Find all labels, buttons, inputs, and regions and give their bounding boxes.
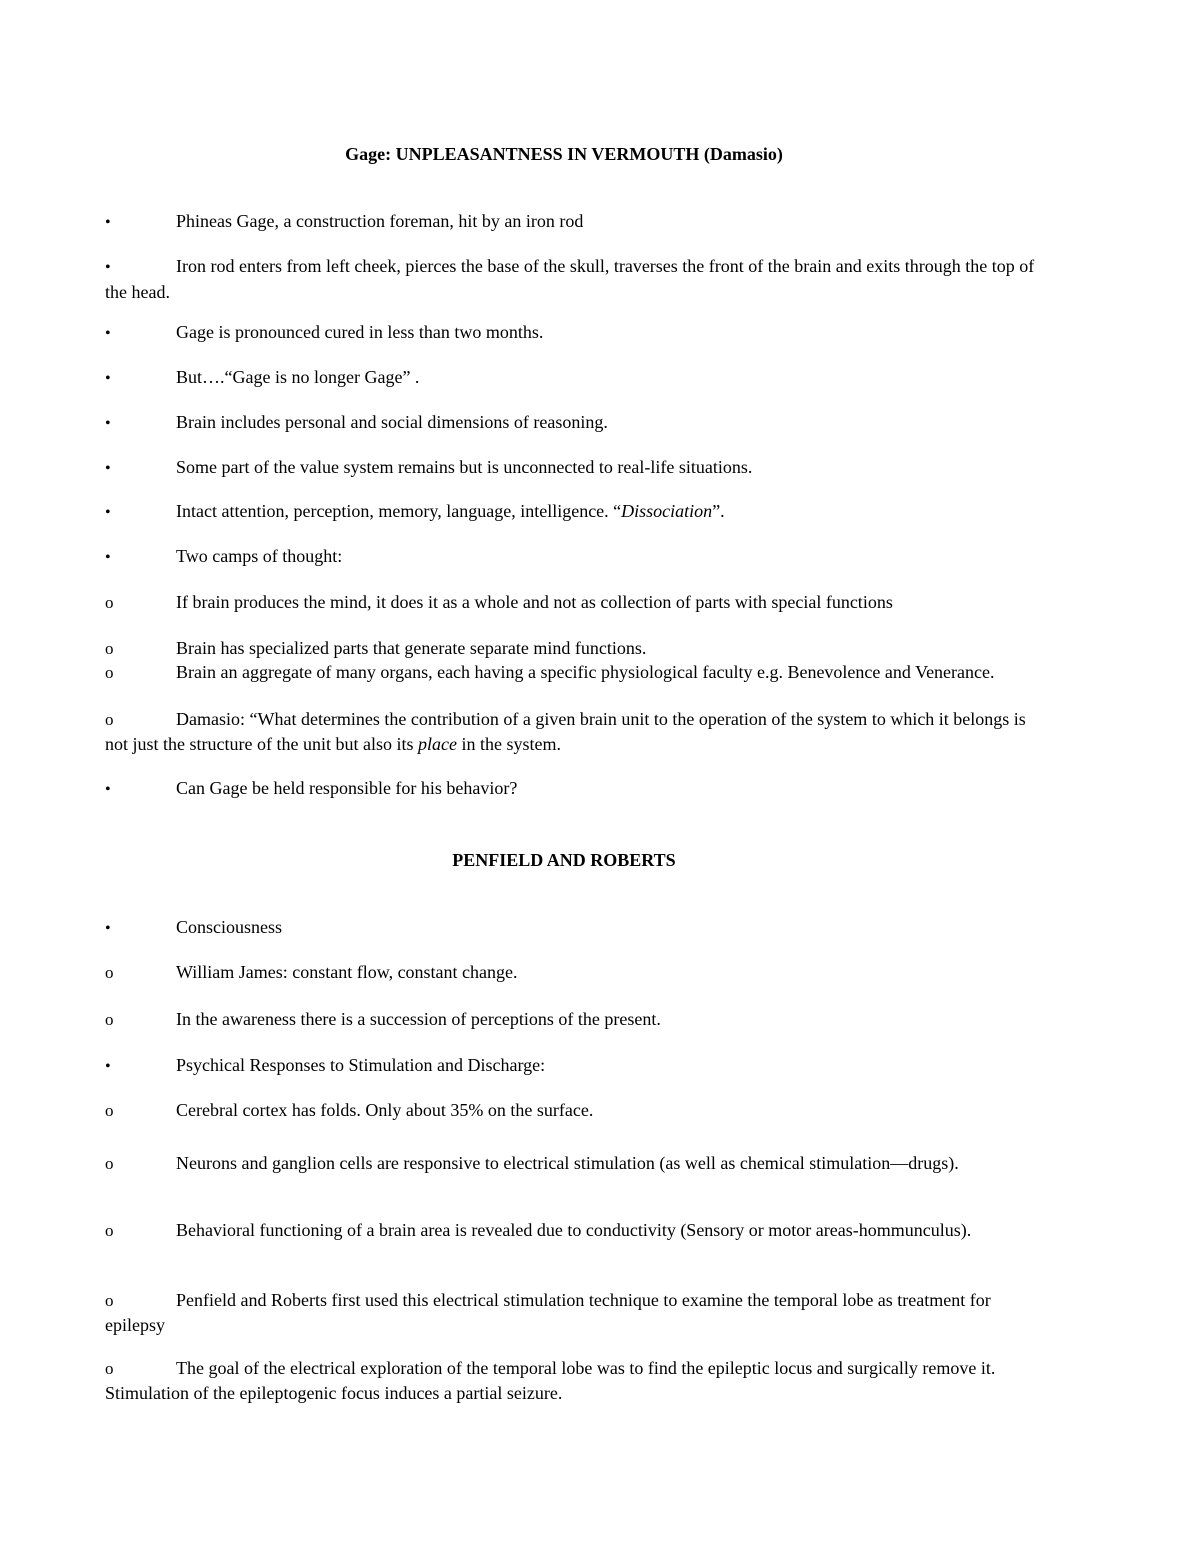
- list-item-text: But….“Gage is no longer Gage” .: [176, 367, 420, 387]
- sub-bullet-marker: o: [105, 593, 114, 612]
- bullet-marker: •: [105, 415, 111, 432]
- bullet-marker: •: [105, 259, 111, 276]
- list-item-text: Iron rod enters from left cheek, pierces the base of the skull, traverses the front of the brain and exits through the top of the head.: [105, 256, 1035, 302]
- bullet-marker: •: [105, 460, 111, 477]
- section-title-penfield: PENFIELD AND ROBERTS: [452, 850, 676, 870]
- list-item: [105, 410, 1035, 436]
- list-item-text: Can Gage be held responsible for his behavior?: [176, 778, 518, 798]
- sub-bullet-marker: o: [105, 710, 114, 729]
- sub-bullet-marker: o: [105, 1101, 114, 1120]
- list-item-text: Brain includes personal and social dimensions of reasoning.: [176, 412, 608, 432]
- list-item-text: ”.: [712, 501, 725, 521]
- sub-bullet-marker: o: [105, 1010, 114, 1029]
- bullet-marker: •: [105, 1058, 111, 1075]
- list-item-text: Psychical Responses to Stimulation and Discharge:: [176, 1055, 546, 1075]
- list-item-text: Gage is pronounced cured in less than two months.: [176, 322, 544, 342]
- list-item-text: Some part of the value system remains but is unconnected to real-life situations.: [176, 457, 753, 477]
- list-item: [105, 1098, 1035, 1123]
- list-item: [105, 365, 1035, 391]
- list-item-text: in the system.: [456, 734, 561, 754]
- list-item: [105, 455, 1035, 481]
- list-item-text: Damasio: “What determines the contribution of a given brain unit to the operation of the system to which it belongs is not just the structure of the unit but also its: [105, 709, 1026, 754]
- bullet-marker: •: [105, 549, 111, 566]
- list-item: [105, 636, 1035, 661]
- sub-bullet-marker: o: [105, 1221, 114, 1240]
- list-item-text: Cerebral cortex has folds. Only about 35% on the surface.: [176, 1100, 594, 1120]
- list-item-text: Neurons and ganglion cells are responsive to electrical stimulation (as well as chemical stimulation—drugs).: [176, 1153, 959, 1173]
- list-item-italic-text: place: [417, 734, 457, 754]
- list-item: [105, 209, 1035, 235]
- list-item: [105, 776, 1035, 802]
- list-item-text: Brain an aggregate of many organs, each having a specific physiological faculty e.g. Benevolence and Venerance.: [176, 662, 995, 682]
- list-item-text: In the awareness there is a succession of perceptions of the present.: [176, 1009, 661, 1029]
- bullet-marker: •: [105, 781, 111, 798]
- list-item-text: Behavioral functioning of a brain area is revealed due to conductivity (Sensory or motor areas-hommunculus).: [176, 1220, 972, 1240]
- list-item: [105, 1151, 1035, 1176]
- list-item: [105, 915, 1035, 941]
- list-item: [105, 707, 1035, 756]
- bullet-marker: •: [105, 214, 111, 231]
- sub-bullet-marker: o: [105, 1291, 114, 1310]
- bullet-marker: •: [105, 370, 111, 387]
- list-item: [105, 254, 1035, 304]
- bullet-marker: •: [105, 325, 111, 342]
- list-item: [105, 499, 1035, 525]
- list-item-text: Consciousness: [176, 917, 283, 937]
- list-item: [105, 1218, 1035, 1243]
- list-item: [105, 590, 1035, 615]
- list-item: [105, 544, 1035, 570]
- list-item-text: If brain produces the mind, it does it as a whole and not as collection of parts with special functions: [176, 592, 893, 612]
- sub-bullet-marker: o: [105, 1359, 114, 1378]
- list-item-text: Phineas Gage, a construction foreman, hit by an iron rod: [176, 211, 584, 231]
- sub-bullet-marker: o: [105, 663, 114, 682]
- sub-bullet-marker: o: [105, 1154, 114, 1173]
- sub-bullet-marker: o: [105, 639, 114, 658]
- sub-bullet-marker: o: [105, 963, 114, 982]
- list-item: [105, 1007, 1035, 1032]
- list-item-text: Penfield and Roberts first used this electrical stimulation technique to examine the temporal lobe as treatment for epilepsy: [105, 1290, 991, 1335]
- list-item: [105, 320, 1035, 346]
- list-item: [105, 960, 1035, 985]
- list-item: [105, 1356, 1035, 1405]
- list-item-text: William James: constant flow, constant change.: [176, 962, 518, 982]
- list-item-text: Intact attention, perception, memory, language, intelligence. “: [176, 501, 622, 521]
- list-item-text: Brain has specialized parts that generate separate mind functions.: [176, 638, 647, 658]
- list-item-text: The goal of the electrical exploration of the temporal lobe was to find the epileptic locus and surgically remove it. Stimulation of the epileptogenic focus induces a partial seizure.: [105, 1358, 996, 1403]
- section-title-gage: Gage: UNPLEASANTNESS IN VERMOUTH (Damasio): [345, 144, 783, 164]
- list-item-text: Two camps of thought:: [176, 546, 343, 566]
- bullet-marker: •: [105, 920, 111, 937]
- list-item: [105, 660, 1035, 685]
- list-item-italic-text: Dissociation: [621, 501, 713, 521]
- list-item: [105, 1288, 1035, 1337]
- list-item: [105, 1053, 1035, 1079]
- bullet-marker: •: [105, 504, 111, 521]
